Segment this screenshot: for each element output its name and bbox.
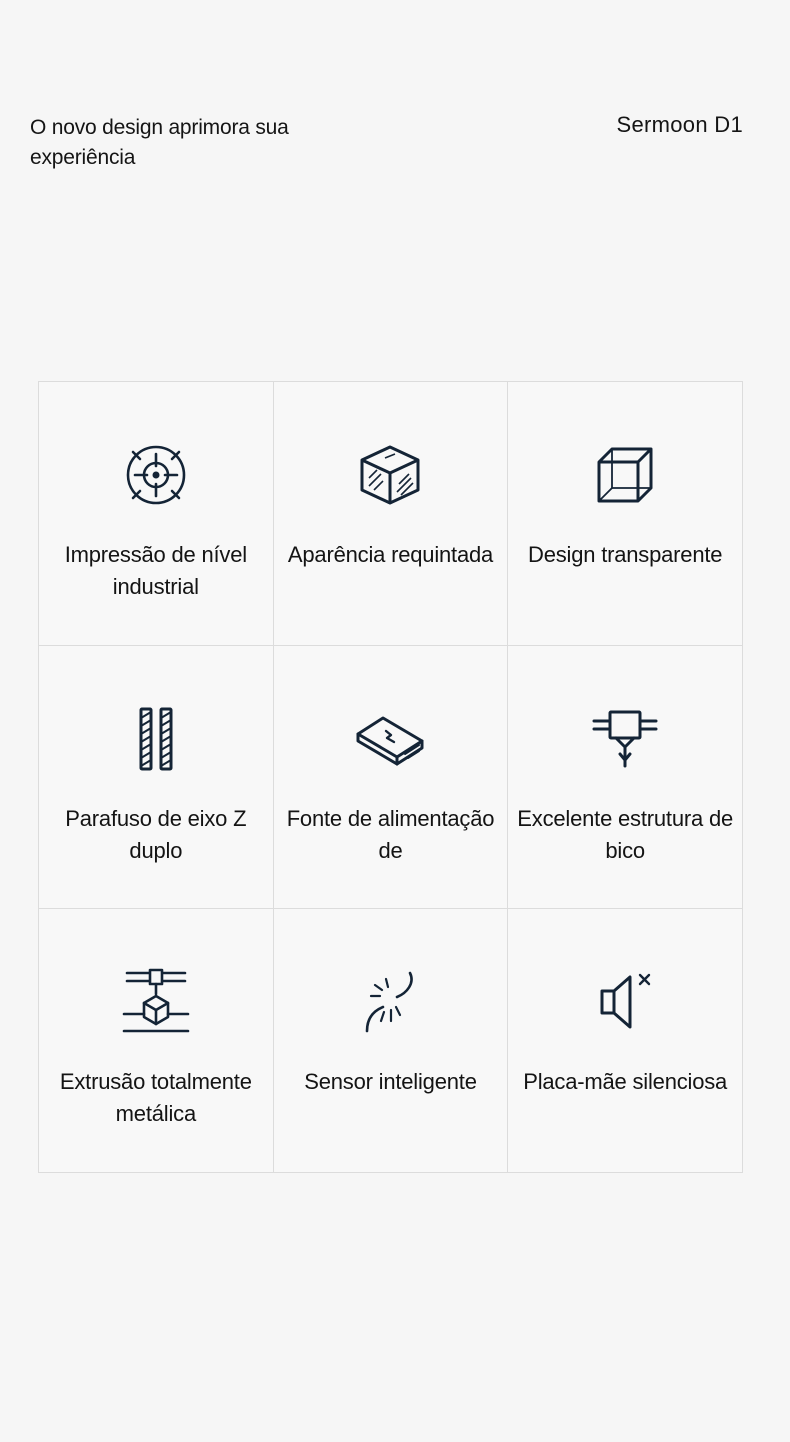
feature-label: Extrusão totalmente metálica xyxy=(59,1069,252,1127)
glass-cube-icon xyxy=(355,440,425,510)
feature-card-all-metal-extrusion xyxy=(39,909,274,1173)
feature-card-smart-sensor xyxy=(274,909,509,1173)
feature-card-industrial-printing xyxy=(39,382,274,646)
feature-label: Excelente estrutura de bico xyxy=(517,805,734,863)
feature-label: Placa-mãe silenciosa xyxy=(523,1069,728,1095)
dual-lead-screw-icon xyxy=(121,704,191,774)
feature-card-transparent-design xyxy=(508,382,743,646)
speaker-mute-icon xyxy=(590,967,660,1037)
feature-card-power-supply xyxy=(274,646,509,910)
crosshair-target-icon xyxy=(121,440,191,510)
feature-label: Parafuso de eixo Z duplo xyxy=(65,805,247,863)
feature-grid xyxy=(38,381,743,1173)
feature-label: Design transparente xyxy=(528,542,723,567)
feature-card-nozzle-structure xyxy=(508,646,743,910)
header-tagline: O novo design aprimora sua experiência xyxy=(30,116,289,169)
feature-label: Aparência requintada xyxy=(287,542,494,567)
feature-card-refined-appearance xyxy=(274,382,509,646)
metal-extruder-icon xyxy=(121,967,191,1037)
feature-label: Fonte de alimentação de xyxy=(286,805,495,863)
feature-label: Sensor inteligente xyxy=(304,1069,477,1095)
feature-card-dual-z-screw xyxy=(39,646,274,910)
wireframe-cube-icon xyxy=(590,440,660,510)
feature-card-silent-motherboard xyxy=(508,909,743,1173)
product-name: Sermoon D1 xyxy=(616,112,743,137)
filament-sensor-icon xyxy=(355,967,425,1037)
nozzle-icon xyxy=(590,704,660,774)
feature-label: Impressão de nível industrial xyxy=(64,542,247,599)
power-supply-icon xyxy=(355,704,425,774)
